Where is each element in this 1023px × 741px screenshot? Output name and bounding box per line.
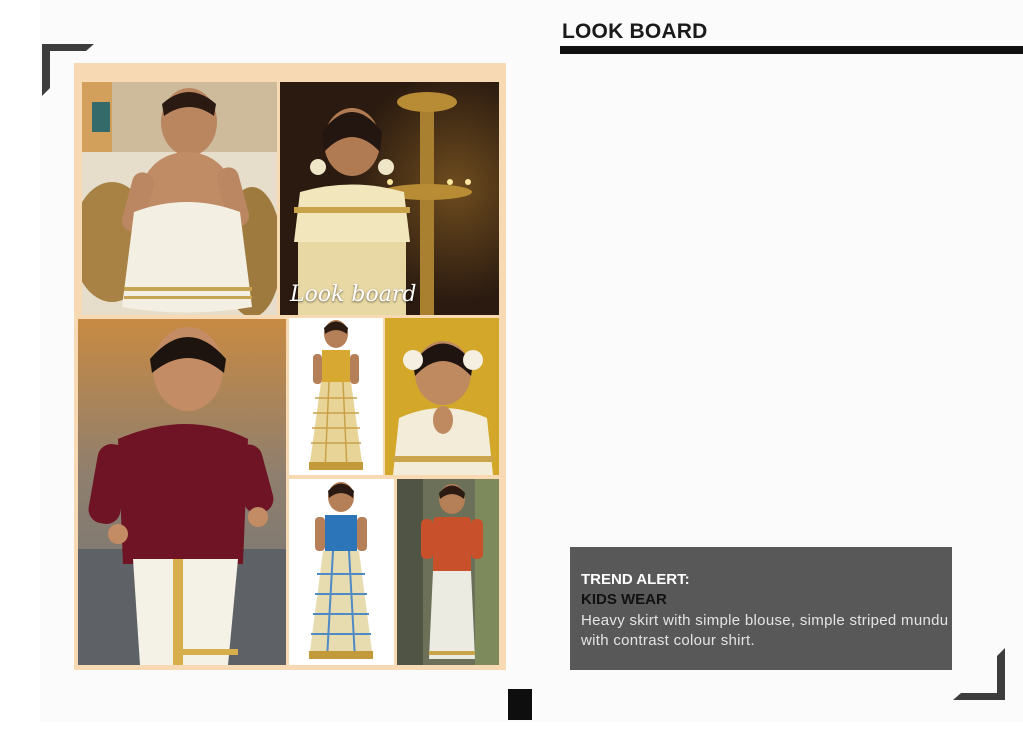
- trend-alert-title: TREND ALERT:: [581, 571, 690, 588]
- page-title: LOOK BOARD: [562, 20, 708, 43]
- baby-in-white-dhoti-photo: [82, 82, 277, 315]
- girl-blue-blouse-skirt-photo: [289, 479, 394, 665]
- corner-bracket-bottom-right: [951, 646, 1005, 700]
- page-marker: [508, 689, 532, 720]
- trend-alert-subtitle: KIDS WEAR: [581, 591, 667, 608]
- girl-with-oil-lamp-photo: [280, 82, 499, 315]
- boy-orange-shirt-mundu-photo: [397, 479, 499, 665]
- title-underline: [560, 46, 1023, 54]
- trend-alert-description: Heavy skirt with simple blouse, simple striped mundu with contrast colour shirt.: [581, 612, 949, 649]
- look-board-watermark: Look board: [290, 282, 417, 307]
- trend-alert-box: [570, 547, 952, 670]
- toddler-maroon-shirt-photo: [78, 319, 286, 665]
- girl-yellow-pavada-photo: [289, 318, 383, 475]
- girl-flower-hair-photo: [385, 318, 499, 475]
